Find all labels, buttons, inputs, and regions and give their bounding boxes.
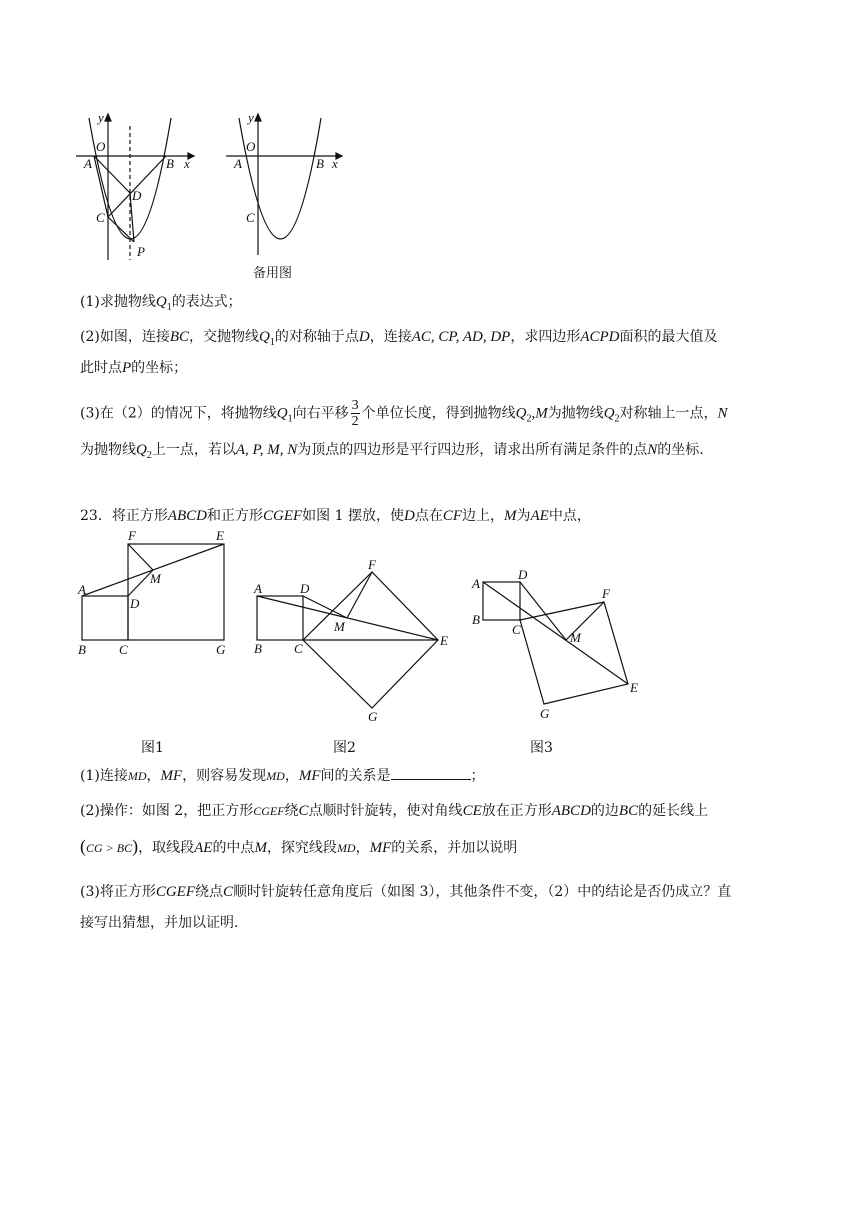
label-m: M (150, 571, 161, 586)
label-a: A (472, 576, 480, 591)
square-figure-2 (252, 555, 462, 725)
label-d: D (130, 596, 140, 611)
segment-ac (94, 156, 108, 217)
caption-figure-1: 图1 (141, 740, 164, 756)
parabola-figure-main (76, 110, 206, 265)
spare-figure-caption: 备用图 (253, 266, 293, 281)
label-b: B (78, 642, 86, 657)
label-d: D (300, 581, 310, 596)
label-f: F (368, 557, 376, 572)
caption-figure-2: 图2 (333, 740, 356, 756)
label-b: B (316, 156, 324, 171)
label-a: A (84, 156, 92, 171)
label-a: A (254, 581, 262, 596)
parabola-figure-spare (226, 110, 351, 260)
q23-intro: 23．将正方形ABCD和正方形CGEF如图 1 摆放，使D点在CF边上，M为AE中点， (80, 508, 591, 524)
segment-md (303, 596, 347, 618)
q22-part2: (2)如图，连接BC，交抛物线$Q_1$的对称轴于点D，连接AC, CP, AD, DP，求四边形ACPD面积的最大值及 (80, 329, 718, 348)
square-abcd (82, 596, 128, 640)
label-m: M (334, 619, 345, 634)
label-a: A (234, 156, 242, 171)
label-d: D (132, 188, 142, 203)
square-figure-3 (468, 568, 648, 728)
label-b: B (166, 156, 174, 171)
label-y: y (248, 110, 254, 125)
q23-part3-cont: 接写出猜想，并加以证明. (80, 915, 239, 931)
label-e: E (216, 528, 224, 543)
label-e: E (440, 633, 448, 648)
square-cgef (520, 602, 628, 704)
label-f: F (128, 528, 136, 543)
label-c: C (512, 622, 521, 637)
square-abcd (257, 596, 303, 640)
segment-md (520, 582, 566, 640)
label-o: O (96, 139, 106, 154)
label-p: P (137, 244, 145, 259)
label-g: G (368, 709, 378, 724)
label-c: C (96, 210, 105, 225)
label-f: F (602, 586, 610, 601)
label-y: y (98, 110, 104, 125)
label-e: E (630, 680, 638, 695)
label-x: x (332, 156, 338, 171)
segment-mf (347, 572, 372, 618)
q22-part2-cont: 此时点P的坐标； (80, 360, 188, 376)
segment-mf (128, 544, 153, 570)
label-x: x (184, 156, 190, 171)
answer-blank[interactable] (391, 765, 471, 780)
label-m: M (570, 630, 581, 645)
fraction-3-2: $\frac{3}{2}$ (351, 398, 359, 429)
q23-part1: (1)连接MD，MF，则容易发现MD，MF间的关系是 ； (80, 765, 485, 786)
label-c: C (246, 210, 255, 225)
label-b: B (472, 612, 480, 627)
q23-part2: (2)操作：如图 2，把正方形CGEF绕C点顺时针旋转，使对角线CE放在正方形ABCD的边BC的延长线上 (80, 803, 709, 819)
label-c: C (119, 642, 128, 657)
label-c: C (294, 641, 303, 656)
label-o: O (246, 139, 256, 154)
q22-part3: (3)在（2）的情况下，将抛物线$Q_1$向右平移 $\frac{3}{2}$ 个单位长度，得到抛物线$Q_2,M$为抛物线$Q_2$对称轴上一点，N (80, 398, 728, 429)
label-g: G (540, 706, 550, 721)
q23-part3: (3)将正方形CGEF绕点C顺时针旋转任意角度后（如图 3），其他条件不变，（2）中的结论是否仍成立？直 (80, 884, 732, 900)
label-a: A (78, 582, 86, 597)
q22-part3-cont: 为抛物线$Q_2$上一点，若以A, P, M, N为顶点的四边形是平行四边形，请求出所有满足条件的点N的坐标. (80, 442, 704, 461)
label-b: B (254, 641, 262, 656)
label-g: G (216, 642, 226, 657)
square-abcd (483, 582, 520, 620)
segment-ad (94, 156, 130, 193)
square-figure-1 (74, 528, 234, 658)
q23-part2-cont: (CG > BC)，取线段AE的中点M，探究线段MD，MF的关系，并加以说明 (80, 836, 518, 856)
caption-figure-3: 图3 (530, 740, 553, 756)
q22-part1: (1)求抛物线$Q_1$的表达式； (80, 294, 242, 313)
label-d: D (518, 568, 528, 582)
